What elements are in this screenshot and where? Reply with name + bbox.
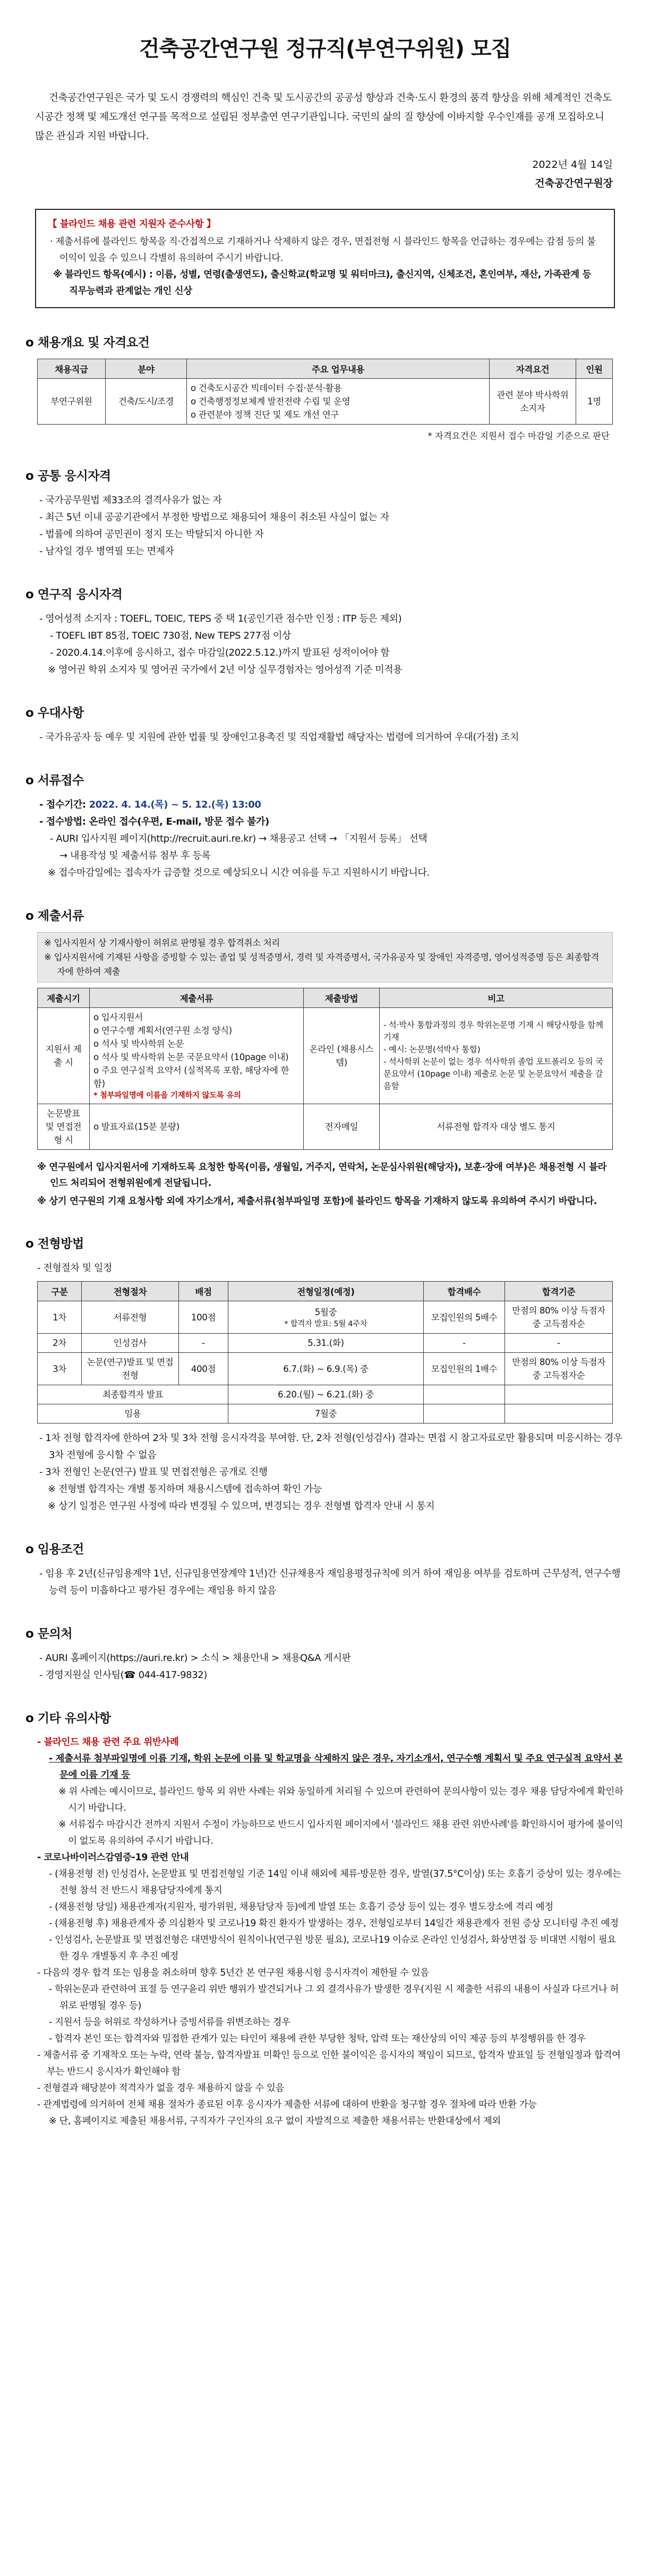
list-note: ※ 영어권 학위 소지자 및 영어권 국가에서 2년 이상 실무경험자는 영어성적 기준 미적용 [48,664,403,675]
table-header: 제출시기 [38,988,90,1008]
table-header: 제출서류 [90,988,304,1008]
list-item: - 국가유공자 등 예우 및 지원에 관한 법률 및 장애인고용촉진 및 직업재활법 해당자는 법령에 의거하여 우대(가점) 조치 [39,732,519,743]
page-title: 건축공간연구원 정규직(부연구위원) 모집 [139,37,511,61]
submit-docs-cell: o 발표자료(15분 분량) [90,1104,304,1150]
section-heading-etc: o 기타 유의사항 [25,1711,111,1725]
list-item: - 영어성적 소지자 : TOEFL, TOEIC, TEPS 중 택 1(공인기관 점수만 인정 : ITP 등은 제외) [39,613,402,624]
list-item: - 남자일 경우 병역필 또는 면제자 [39,546,174,557]
section-heading-overview: o 채용개요 및 자격요건 [25,336,150,350]
table-header: 주요 업무내용 [187,359,490,379]
blind-warning: ※ 연구원에서 입사지원서에 기재하도록 요청한 항목(이름, 생월일, 거주지, 연락처, 논문심사위원(해당자), 보훈·장애 여부)은 채용전형 시 블라인드 처리되어 전형위원에게 전달됩니다. [37,1162,606,1189]
list-item: - 인성검사, 논문발표 및 면접전형은 대면방식이 원칙이나(연구원 방문 필요), 코로나19 이슈로 온라인 인성검사, 화상면접 등 비대면 시험이 필요한 경우 개별통지 후 추진 예정 [49,1935,616,1962]
list-item: - 학위논문과 관련하여 표절 등 연구윤리 위반 행위가 발견되거나 그 외 결격사유가 발생한 경우(지원 시 제출한 서류의 내용이 사실과 다르거나 허위로 판명될 경우 등) [49,1984,619,2011]
list-item: - AURI 입사지원 페이지(http://recruit.auri.re.kr) → 채용공고 선택 → 「지원서 등록」 선택 [50,833,427,844]
doc-item: o 주요 연구실적 요약서 (실적목록 포함, 해당자에 한함) [93,1065,289,1089]
list-note: ※ 접수마감일에는 접속자가 급증할 것으로 예상되오니 시간 여유를 두고 지원하시기 바랍니다. [48,867,430,878]
submit-docs-cell [90,1008,304,1104]
notice-date: 2022년 4월 14일 [532,159,613,171]
submit-time-cell: 지원서 제출 시 [38,1008,90,1104]
requirement-cell: 관련 분야 박사학위 소지자 [490,379,576,425]
blind-notice-examples: ※ 블라인드 항목(예시) : 이름, 성별, 연령(출생연도), 출신학교(학교명 및 워터마크), 출신지역, 신체조건, 혼인여부, 재산, 가족관계 등 직무능력과 관계없는 개인 신상 [53,269,591,296]
table-cell: 임용 [38,1404,228,1423]
table-header: 전형절차 [82,1282,179,1301]
table-header: 비고 [380,988,613,1008]
table-cell: 모집인원의 5배수 [424,1301,505,1334]
table-header: 합격배수 [424,1282,505,1301]
list-item: - (채용전형 전) 인성검사, 논문발표 및 면접전형일 기준 14일 이내 해외에 체류·방문한 경우, 발열(37.5°C이상) 또는 호흡기 증상이 있는 경우에는 전형 참석 전 반드시 채용담당자에게 통지 [49,1869,621,1896]
list-item: - 3차 전형인 논문(연구) 발표 및 면접전형은 공개로 진행 [39,1467,268,1478]
duty-item: o 건축행정정보체계 발전전략 수립 및 운영 [191,396,350,406]
submit-method-cell: 온라인 (채용시스템) [304,1008,380,1104]
process-notes [37,1430,625,1515]
table-cell: - [179,1334,228,1353]
table-cell [505,1404,613,1423]
table-cell [505,1385,613,1404]
documents-table [37,988,613,1150]
remarks-cell [380,1008,613,1104]
table-cell: 400점 [179,1353,228,1385]
table-cell: - [505,1334,613,1353]
application-period: 2022. 4. 14.(목) ~ 5. 12.(목) 13:00 [89,799,261,810]
table-cell: 서류전형 [82,1301,179,1334]
etc-subheading: - 블라인드 채용 관련 주요 위반사례 [37,1737,179,1748]
remark-item: - 석사학위 논문이 없는 경우 석사학위 졸업 포트폴리오 등의 국문요약서 (10page 이내) 제출로 논문 및 논문요약서 제출을 갈음함 [383,1057,603,1091]
list-item [37,796,625,814]
blind-notice-box [35,209,615,308]
table-cell: 5.31.(화) [228,1334,424,1353]
table-header: 배점 [179,1282,228,1301]
table-cell: 인성검사 [82,1334,179,1353]
submit-method-cell: 전자메일 [304,1104,380,1150]
list-item: - TOEFL IBT 85점, TOEIC 730점, New TEPS 277점 이상 [50,630,291,641]
etc-subheading: - 코로나바이러스감염증-19 관련 안내 [37,1852,189,1863]
section-heading-conditions: o 임용조건 [25,1543,84,1556]
grade-cell: 부연구위원 [38,379,106,425]
application-info [37,796,625,882]
table-header: 전형일정(예정) [228,1282,424,1301]
list-note: ※ 전형별 합격자는 개별 통지하며 채용시스템에 접속하여 확인 가능 [48,1484,322,1495]
remark-item: - 예시: 논문명(석박사 통합) [383,1045,481,1054]
list-note: ※ 서류접수 마감시간 전까지 지원서 수정이 가능하므로 반드시 입사지원 페이지에서 '블라인드 채용 관련 위반사례'를 확인하시어 평가에 불이익이 없도록 유의하여 주시기 바랍니다. [58,1819,623,1846]
table-header: 자격요건 [490,359,576,379]
table-header: 분야 [106,359,187,379]
list-item: - 1차 전형 합격자에 한하여 2차 및 3차 전형 응시자격을 부여함. 단, 2차 전형(인성검사) 결과는 면접 시 참고자료로만 활용되며 미응시하는 경우 3차 전형에 응시할 수 없음 [39,1433,622,1461]
list-item: - 전형결과 해당분야 적격자가 없을 경우 채용하지 않을 수 있음 [37,2083,285,2094]
table-cell: 만점의 80% 이상 득점자 중 고득점자순 [505,1301,613,1334]
list-item: - 제출서류 첨부파일명에 이름 기재, 학위 논문에 이름 및 학교명을 삭제하지 않은 경우, 자기소개서, 연구수행 계획서 및 주요 연구실적 요약서 본문에 이름 기재 등 [49,1753,623,1781]
table-cell [424,1385,505,1404]
blind-notice-text: · 제출서류에 블라인드 항목을 직·간접적으로 기재하거나 삭제하지 않은 경우, 면접전형 시 블라인드 항목을 언급하는 경우에는 감점 등의 불이익이 있을 수 있으니 각별히 유의하여 주시기 바랍니다. [50,236,596,264]
table-cell: 2차 [38,1334,82,1353]
table-header: 합격기준 [505,1282,613,1301]
doc-item: o 석사 및 박사학위 논문 [93,1039,184,1049]
table-row [38,1301,613,1334]
overview-note: * 자격요건은 지원서 접수 마감일 기준으로 판단 [427,431,610,441]
table-cell: 7월중 [228,1404,424,1423]
list-item: - 법률에 의하여 공민권이 정지 또는 박탈되지 아니한 자 [39,529,264,540]
headcount-cell: 1명 [576,379,613,425]
list-note: ※ 위 사례는 예시이므로, 블라인드 항목 외 위반 사례는 위와 동일하게 처리될 수 있으며 관련하여 문의사항이 있는 경우 채용 담당자에게 확인하시기 바랍니다. [58,1786,623,1814]
section-heading-research: o 연구직 응시자격 [25,588,123,601]
table-cell: 6.20.(월) ~ 6.21.(화) 중 [228,1385,424,1404]
duty-item: o 건축도시공간 빅데이터 수집·분석·활용 [191,383,342,393]
doc-item: o 연구수행 계획서(연구원 소정 양식) [93,1026,232,1036]
section-heading-application: o 서류접수 [25,774,84,787]
table-row [38,1404,613,1423]
table-cell: - [424,1334,505,1353]
table-cell [424,1404,505,1423]
list-item: - 임용 후 2년(신규임용계약 1년, 신규임용연장계약 1년)간 신규채용자 재임용평정규칙에 의거 하여 재임용 여부를 검토하며 근무성적, 연구수행능력 등이 미흡하다고 평가된 경우에는 재임용 하지 않음 [39,1568,621,1596]
contact-link[interactable]: - AURI 홈페이지(https://auri.re.kr) > 소식 > 채용안내 > 채용Q&A 게시판 [39,1653,351,1664]
list-note: ※ 단, 홈페이지로 제출된 채용서류, 구직자가 구인자의 요구 없이 자발적으로 제출한 채용서류는 반환대상에서 제외 [49,2116,501,2126]
table-cell: 만점의 80% 이상 득점자 중 고득점자순 [505,1353,613,1385]
issuer: 건축공간연구원장 [535,177,613,189]
period-label: - 접수기간: [39,799,89,810]
research-qualifications [37,611,625,679]
table-cell: 3차 [38,1353,82,1385]
etc-notes [37,1734,625,2130]
table-cell: 최종합격자 발표 [38,1385,228,1404]
table-cell: 모집인원의 1배수 [424,1353,505,1385]
documents-notice-box [37,932,613,982]
list-item: - 최근 5년 이내 공공기관에서 부정한 방법으로 채용되어 채용이 취소된 사실이 없는 자 [39,512,389,523]
remarks-cell: 서류전형 합격자 대상 별도 통지 [380,1104,613,1150]
section-heading-process: o 전형방법 [25,1237,84,1251]
intro-paragraph: 건축공간연구원은 국가 및 도시 경쟁력의 핵심인 건축 및 도시공간의 공공성 향상과 건축·도시 환경의 품격 향상을 위해 체계적인 건축도시공간 정책 및 제도개선 연구를 목적으로 설립된 정부출연 연구기관입니다. 국민의 삶의 질 향상에 이바지할 우수인재를 공개 모집하오니 많은 관심과 지원 바랍니다. [35,92,612,142]
schedule-note: * 합격자 발표: 5월 4주차 [284,1319,367,1328]
remark-item: - 석·박사 통합과정의 경우 학위논문명 기재 시 해당사항을 함께 기재 [383,1020,603,1042]
process-table [37,1281,613,1423]
section-heading-preference: o 우대사항 [25,706,84,720]
submit-time-cell: 논문발표 및 면접전형 시 [38,1104,90,1150]
list-item: - 제출서류 중 기재착오 또는 누락, 연락 불능, 합격자발표 미확인 등으로 인한 불이익은 응시자의 책임이 되므로, 합격자 발표일 등 전형일정과 합격여부는 반드시 응시자가 확인해야 함 [37,2050,621,2077]
notice-item: ※ 입사지원서에 기재된 사항을 증빙할 수 있는 졸업 및 성적증명서, 경력 및 자격증명서, 국가유공자 및 장애인 자격증명, 영어성적증명 등은 최종합격자에 한하여 제출 [44,952,600,977]
table-header: 구분 [38,1282,82,1301]
duties-cell [187,379,490,425]
list-note: ※ 상기 일정은 연구원 사정에 따라 변경될 수 있으며, 변경되는 경우 전형별 합격자 안내 시 통지 [48,1501,435,1512]
conditions [37,1565,625,1599]
list-item: - 접수방법: 온라인 접수(우편, E-mail, 방문 접수 불가) [39,816,269,827]
list-item: - 국가공무원법 제33조의 결격사유가 없는 자 [39,495,222,506]
preference-list [37,729,625,746]
section-heading-contact: o 문의처 [25,1627,72,1641]
schedule-date: 5월중 [314,1307,337,1317]
contact-info [37,1650,625,1684]
table-cell: 1차 [38,1301,82,1334]
blind-warning: ※ 상기 연구원의 기재 요청사항 외에 자기소개서, 제출서류(첨부파일명 포함)에 블라인드 항목을 기재하지 않도록 유의하여 주시기 바랍니다. [37,1196,597,1207]
notice-item: ※ 입사지원서 상 기재사항이 허위로 판명될 경우 합격취소 처리 [44,938,280,948]
list-item: - 2020.4.14.이후에 응시하고, 접수 마감일(2022.5.12.)까지 발표된 성적이어야 함 [50,647,390,658]
process-sub: - 전형절차 및 일정 [37,1262,112,1274]
doc-item: o 석사 및 박사학위 논문 국문요약서 (10page 이내) [93,1052,289,1062]
doc-warning: * 첨부파일명에 이름을 기재하지 않도록 유의 [93,1091,241,1100]
list-item: - (채용전형 후) 채용관계자 중 의심환자 및 코로나19 확진 환자가 발생하는 경우, 전형일로부터 14일간 채용관계자 전원 증상 모니터링 추진 예정 [49,1918,619,1929]
list-item: → 내용작성 및 제출서류 첨부 후 등록 [59,850,211,861]
table-cell: 6.7.(화) ~ 6.9.(목) 중 [228,1353,424,1385]
overview-table [37,359,613,425]
table-row [38,1334,613,1353]
table-cell: 논문(연구)발표 및 면접전형 [82,1353,179,1385]
section-heading-documents: o 제출서류 [25,909,84,923]
table-row [38,1385,613,1404]
table-header: 인원 [576,359,613,379]
list-item: - 관계법령에 의거하여 전체 채용 절차가 종료된 이후 응시자가 제출한 서류에 대하여 반환을 청구할 경우 절차에 따라 반환 가능 [37,2099,537,2110]
table-row [38,1353,613,1385]
blind-notice-title: 【 블라인드 채용 관련 지원자 준수사항 】 [48,219,216,230]
list-item: - 지원서 등을 허위로 작성하거나 증빙서류를 위변조하는 경우 [49,2017,290,2028]
table-cell: 100점 [179,1301,228,1334]
list-item: - 합격자 본인 또는 합격자와 밀접한 관계가 있는 타인이 채용에 관한 부당한 청탁, 압력 또는 재산상의 이익 제공 등의 부정행위를 한 경우 [49,2033,586,2044]
doc-item: o 입사지원서 [93,1012,143,1022]
section-heading-common: o 공통 응시자격 [25,469,111,483]
field-cell: 건축/도시/조경 [106,379,187,425]
common-qualifications [37,492,625,560]
list-item: - (채용전형 당일) 채용관계자(지원자, 평가위원, 채용담당자 등)에게 발열 또는 호흡기 증상 등이 있는 경우 별도장소에 격리 예정 [49,1902,553,1912]
table-header: 제출방법 [304,988,380,1008]
duty-item: o 관련분야 정책 진단 및 제도 개선 연구 [191,410,339,420]
table-cell [228,1301,424,1334]
contact-phone: - 경영지원실 인사팀(☎ 044-417-9832) [39,1670,207,1681]
table-header: 채용직급 [38,359,106,379]
list-item: - 다음의 경우 합격 또는 임용을 취소하며 향후 5년간 본 연구원 채용시험 응시자격이 제한될 수 있음 [37,1968,429,1978]
